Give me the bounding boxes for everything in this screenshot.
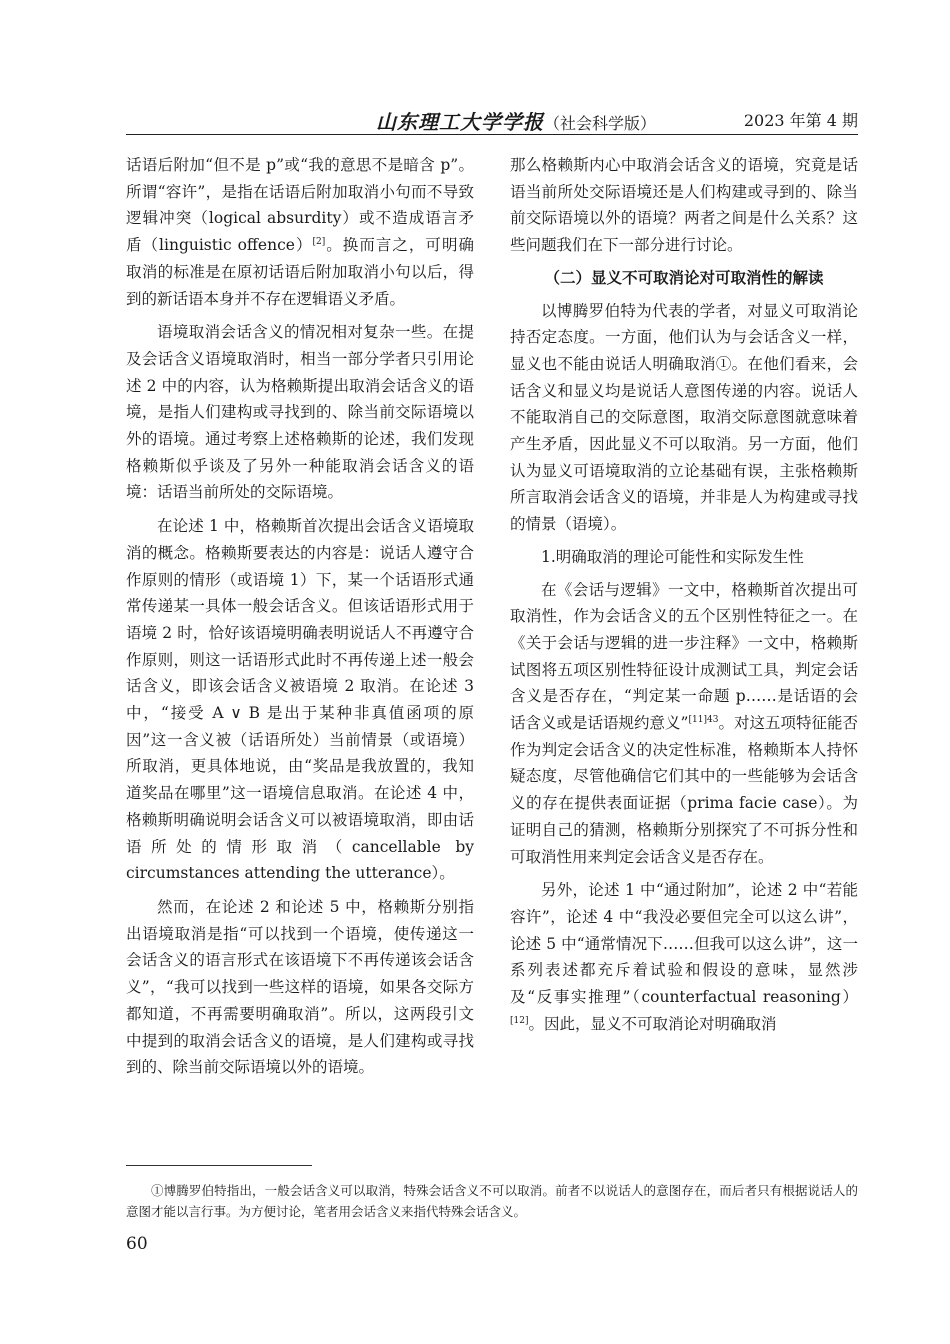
paragraph: [510, 577, 858, 871]
footnote-marker[interactable]: ①: [715, 354, 732, 373]
footnote-rule: [126, 1165, 312, 1166]
citation-ref: [11]43: [688, 714, 719, 725]
citation-ref: [12]: [510, 1015, 529, 1026]
paragraph: [510, 877, 858, 1037]
paragraph: [510, 298, 858, 538]
paragraph-text: 。因此，显义不可取消论对明确取消: [528, 1014, 777, 1033]
journal-title: [376, 106, 656, 135]
paragraph-text: 。在他们看来，会话含义和显义均是说话人意图传递的内容。说话人不能取消自己的交际意图，取消交际意图就意味着产生矛盾，因此显义不可以取消。另一方面，他们认为显义可语境取消的立论基础有误，主张格赖斯所言取消会话含义的语境，并非是人为构建或寻找的情景（语境）。: [510, 354, 858, 534]
running-header: [126, 100, 858, 134]
footnote-text: ①博腾罗伯特指出，一般会话含义可以取消，特殊会话含义不可以取消。前者不以说话人的意图存在，而后者只有根据说话人的意图才能以言行事。为方便讨论，笔者用会话含义来指代特殊会话含义。: [126, 1183, 858, 1219]
subsection-heading: 1.明确取消的理论可能性和实际发生性: [541, 547, 804, 566]
paragraph-text: 。对这五项特征能否作为判定会话含义的决定性标准，格赖斯本人持怀疑态度，尽管他确信它们其中的一些能够为会话含义的存在提供表面证据（prima facie case）。为证明自己的猜测，格赖斯分别探究了不可拆分性和可取消性用来判定会话含义是否存在。: [510, 714, 858, 866]
journal-edition: （社会科学版）: [544, 114, 657, 133]
paragraph: 那么格赖斯内心中取消会话含义的语境，究竟是话语当前所处交际语境还是人们构建或寻到的、除当前交际语境以外的语境？两者之间是什么关系？这些问题我们在下一部分进行讨论。: [510, 156, 858, 255]
paragraph-text: 以博腾罗伯特为代表的学者，对显义可取消论持否定态度。一方面，他们认为与会话含义一样，显义也不能由说话人明确取消: [510, 301, 858, 373]
left-column: [126, 152, 474, 1081]
paragraph: 然而，在论述 2 和论述 5 中，格赖斯分别指出语境取消是指“可以找到一个语境，使传递这一会话含义的语言形式在该语境下不再传递该会话含义”，“我可以找到一些这样的语境，如果各交际方都知道，不再需要明确取消”。所以，这两段引文中提到的取消会话含义的语境，是人们建构或寻找到的、除当前交际语境以外的语境。: [126, 897, 474, 1077]
paragraph-text: 另外，论述 1 中“通过附加”，论述 2 中“若能容许”，论述 4 中“我没必要但完全可以这么讲”，论述 5 中“通常情况下……但我可以这么讲”，这一系列表述都充斥着试验和假设的意味，显然涉及“反事实推理”（counterfactual reasoning）: [510, 881, 858, 1007]
journal-logo: 山东理工大学学报: [376, 110, 544, 134]
paragraph-text: 。换而言之，可明确取消的标准是在原初话语后附加取消小句以后，得到的新话语本身并不存在逻辑语义矛盾。: [126, 236, 474, 308]
right-column: [510, 152, 858, 1038]
paragraph-text: 话语后附加“但不是 p”或“我的意思不是暗含 p”。所谓“容许”，是指在话语后附加取消小句而不导致逻辑冲突（logical absurdity）或不造成语言矛盾（linguistic offence）: [126, 156, 474, 255]
paragraph: [126, 152, 474, 312]
paragraph-text: 在《会话与逻辑》一文中，格赖斯首次提出可取消性，作为会话含义的五个区别性特征之一。在《关于会话与逻辑的进一步注释》一文中，格赖斯试图将五项区别性特征设计成测试工具，判定会话含义是否存在，“判定某一命题 p……是话语的会话含义或是话语规约意义”: [510, 580, 858, 733]
footnote: [126, 1180, 858, 1222]
section-heading: （二）显义不可取消论对可取消性的解读: [544, 268, 824, 287]
paragraph: 语境取消会话含义的情况相对复杂一些。在提及会话含义语境取消时，相当一部分学者只引用论述 2 中的内容，认为格赖斯提出取消会话含义的语境，是指人们建构或寻找到的、除当前交际语境以外的语境。通过考察上述格赖斯的论述，我们发现格赖斯似乎谈及了另外一种能取消会话含义的语境：话语当前所处的交际语境。: [126, 323, 474, 502]
page-number: 60: [126, 1234, 148, 1254]
citation-ref: [2]: [312, 236, 326, 247]
header-rule: [126, 134, 858, 135]
paragraph: 在论述 1 中，格赖斯首次提出会话含义语境取消的概念。格赖斯要表达的内容是：说话人遵守合作原则的情形（或语境 1）下，某一个话语形式通常传递某一具体一般会话含义。但该话语形式用于语境 2 时，恰好该语境明确表明说话人不再遵守合作原则，则这一话语形式此时不再传递上述一般会话含义，即该会话含义被语境 2 取消。在论述 3 中，“接受 A ∨ B 是出于某种非真值函项的原因”这一含义被（话语所处）当前情景（或语境）所取消，更具体地说，由“奖品是我放置的，我知道奖品在哪里”这一语境信息取消。在论述 4 中，格赖斯明确说明会话含义可以被语境取消，即由话语所处的情形取消（cancellable by circumstances attending the utterance）。: [126, 517, 474, 883]
issue-label: 2023 年第 4 期: [743, 111, 858, 130]
